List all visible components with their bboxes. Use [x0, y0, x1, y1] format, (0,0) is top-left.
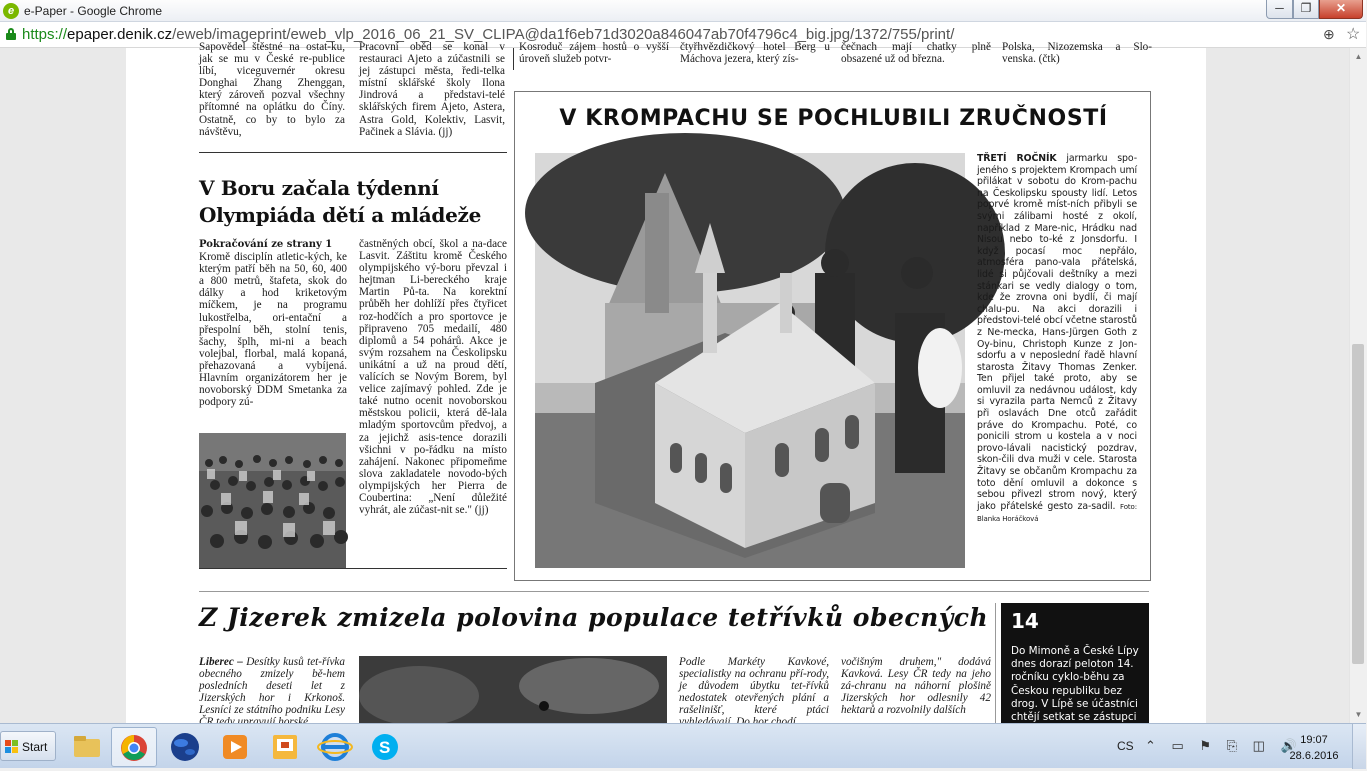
top-column-3: Kosroduč zájem hostů o vyšší úroveň služeb potvr-	[519, 41, 669, 66]
top-column-6: Polska, Nizozemska a Slo-venska. (čtk)	[1002, 41, 1152, 66]
top-column-4: čtyřhvězdičkový hotel Berg u Máchova jezera, který zís-	[680, 41, 830, 66]
chrome-taskbar-icon[interactable]	[111, 727, 157, 767]
bookmark-star-icon[interactable]: ☆	[1346, 26, 1361, 43]
story-krompach-body: jarmarku spo-jeného s projektem Krompach umí přilákat v sobotu do Krom-pachu na Českolipsku spousty lidí. Letos poprvé kromě míst-ních přibyli se svými zálibami hosté z okolí, například z Mare-nic, Hrádku nad Nisou nebo to-ké z Jonsdorfu. I když pocasí moc nepřálo, atmosféra pano-vala přátelská, lidé si půjčovali deštníky a mezi stánkari se vedly dialogy o tom, kde že zrovna oni bydlí, či mají chalu-pu. Na akci dorazili i předstovi-telé obcí včetne starostů z Ne-mecka, Hans-Jürgen Goth z Oy-binu, Christoph Kunze z Jon-sdorfu a v neposlední řadě hlavní starosta Žitavy Thomas Zenker. Ten přijel také proto, aby se omluvil za nedávnou událost, kdy si vyrazila parta Nemců z Žitavy při oslavách Dne otců zařádit práve do Krompachu. Poté, co ponicili strom u kostela a v noci provo-lávali nacistický pozdrav, skon-čili dva muži v cele. Starosta Žitavy se občanům Krompachu za toto dění omluvil a dokonce s sebou přivezl strom nový, který jako přátelské gesto za-sadil.	[977, 153, 1137, 512]
sidebox-number: 14	[1011, 609, 1039, 633]
story-olympiada-col1	[199, 238, 347, 408]
svg-text:S: S	[379, 738, 391, 757]
story-krompach-text	[977, 153, 1137, 526]
close-button[interactable]: ✕	[1319, 0, 1363, 19]
system-tray-icons[interactable]: ⌃ ▭ ⚑ ⎘ ◫ 🔊	[1145, 738, 1303, 753]
start-button[interactable]	[0, 731, 56, 761]
story-olympiada-col1-text: Kromě disciplín atletic-kých, ke kterým patří běh na 50, 60, 400 a 800 metrů, štafeta, skok do dálky a hod kriketovým míčkem, je na programu lukostřelba, ori-entační a přespolní běh, stolní tenis, šachy, šplh, mi-ni a beach volejbal, florbal, malá kopaná, přehazovaná a vybíjená. Hlavním organizátorem her je novoborský DDM Smetanka za podpory zú-	[199, 251, 347, 409]
sidebox-text: Do Mimoně a České Lípy dnes dorazí peloton 14. ročníku cyklo-běhu za Českou republiku bez drog. V Lípě se účastníci chtějí setkat se zástupci	[1011, 645, 1139, 724]
scroll-down-arrow-icon[interactable]: ▼	[1354, 710, 1363, 719]
story-krompach-headline: V KROMPACHU SE POCHLUBILI ZRUČNOSTÍ	[559, 106, 1108, 131]
story-krompach-box	[514, 91, 1151, 581]
photo-credit: Foto: Blanka Horáčková	[977, 502, 1137, 524]
scroll-thumb[interactable]	[1352, 344, 1364, 664]
minimize-button[interactable]: ─	[1266, 0, 1293, 19]
story-tetrivek-col1-text: Desítky kusů tet-řívka obecného zmizely bě-hem posledních deseti let z Jizerských hor i Krkonoš. Lesníci ze státního podniku Lesy	[199, 656, 345, 717]
presentation-app-taskbar-icon[interactable]	[262, 727, 308, 767]
zoom-icon[interactable]: ⊕	[1323, 26, 1335, 42]
media-player-taskbar-icon[interactable]	[212, 727, 258, 767]
krompach-cake-photo	[535, 153, 965, 568]
show-desktop-button[interactable]	[1352, 724, 1366, 769]
start-label: Start	[22, 740, 48, 754]
story-olympiada-col2: častněných obcí, škol a na-dace Lasvit. Záštitu kromě Českého olympijského vý-boru převzal i hejtman Li-bereckého kraje Martin Pů-ta. Na korektní průběh her dohlíží přes čtyřicet roz-hodčích a pro sportovce je připraveno 705 medailí, 480 diplomů a 54 pohárů. Akce je svým rozsahem na Českolipsku unikátní a už na proud dětí, valících se Novým Borem, byl velice zajímavý pohled. Zde je také nutno ocenit novoborskou městskou policii, která dě-lala mladým sportovcům předvoj, a za jejichž asis-tence dorazili všichni v po-řádku na místo zahájení. Nakonec připomeňme slova zakladatele novodo-bých olympijských her Pierra de Coubertina: „Není důležité vyhrát, ale zúčast-nit se." (jj)	[359, 238, 507, 517]
olympiada-crowd-photo	[199, 433, 346, 568]
explorer-taskbar-icon[interactable]	[64, 727, 110, 767]
taskbar	[0, 723, 1366, 768]
url-scheme: https://	[22, 26, 68, 43]
window-title: e-Paper - Google Chrome	[24, 4, 163, 18]
maximize-button[interactable]: ❐	[1293, 0, 1319, 19]
lock-icon[interactable]	[6, 28, 16, 40]
language-indicator[interactable]: CS	[1117, 739, 1134, 753]
globe-app-taskbar-icon[interactable]	[162, 727, 208, 767]
story-tetrivek-dateline: Liberec –	[199, 656, 243, 668]
page-viewport[interactable]	[0, 41, 1349, 724]
story-olympiada-kicker: Pokračování ze strany 1	[199, 239, 333, 250]
internet-explorer-taskbar-icon[interactable]	[312, 727, 358, 767]
top-column-5: čečnach mají chatky plně obsazené už od března.	[841, 41, 991, 66]
vertical-scrollbar[interactable]	[1349, 48, 1366, 723]
clock-time: 19:07	[1300, 734, 1328, 746]
clock[interactable]	[1286, 732, 1342, 764]
story-tetrivek-headline: Z Jizerek zmizela polovina populace tetřívků obecných	[199, 603, 989, 632]
skype-taskbar-icon[interactable]	[362, 727, 408, 767]
clock-date: 28.6.2016	[1289, 750, 1339, 762]
windows-logo-icon	[5, 740, 19, 754]
story-tetrivek-col1	[199, 656, 345, 729]
epaper-logo-icon: e	[3, 3, 19, 19]
title-bar	[0, 0, 1366, 22]
story-tetrivek-col3: Podle Markéty Kavkové, specialistky na ochranu pří-rody, je důvodem úbytku tet-řívků nedostatek otevřených plání a rašelinišť, které ptáci	[679, 656, 829, 717]
story-tetrivek-col4: vočišným druhem," dodává Kavková. Lesy ČR tedy na jeho zá-chranu na náhorní plošině Jizerských hor odlesnily 42 hektarů a rozvolnily dalších	[841, 656, 991, 717]
cyklo-beh-sidebox	[1001, 603, 1149, 733]
url-host: epaper.denik.cz	[67, 26, 173, 43]
scroll-up-arrow-icon[interactable]: ▲	[1354, 52, 1363, 61]
top-column-1: Sapovědel štěstné na ostat-ku, jak se mu v České re-publice líbí, viceguvernér okresu Donghai Zhang Zhenggan, který zároveň pozval všechny přítomné na oplátku do Číny. Ostatně, co by to bylo za návštěvu,	[199, 41, 345, 138]
url-path: /eweb/imageprint/eweb_vlp_2016_06_21_SV_CLIPA@da1f6eb71d3020a846047ab70f4796c4_big.jpg/1372/755/print/	[172, 26, 955, 43]
newspaper-page	[126, 41, 1206, 724]
top-column-2: Pracovní oběd se konal v restauraci Ajeto a zúčastnili se jej zástupci města, ředi-telka místní sklářské školy Ilona Jindrová a představi-telé sklářských firem Ajeto, Astera, Astra Gold, Kolektiv, Lasvit, Pačinek a Slávia. (jj)	[359, 41, 505, 138]
story-krompach-lead: TŘETÍ ROČNÍK	[977, 153, 1057, 164]
story-olympiada-headline: V Boru začala týdenní Olympiáda dětí a mládeže	[199, 176, 481, 227]
